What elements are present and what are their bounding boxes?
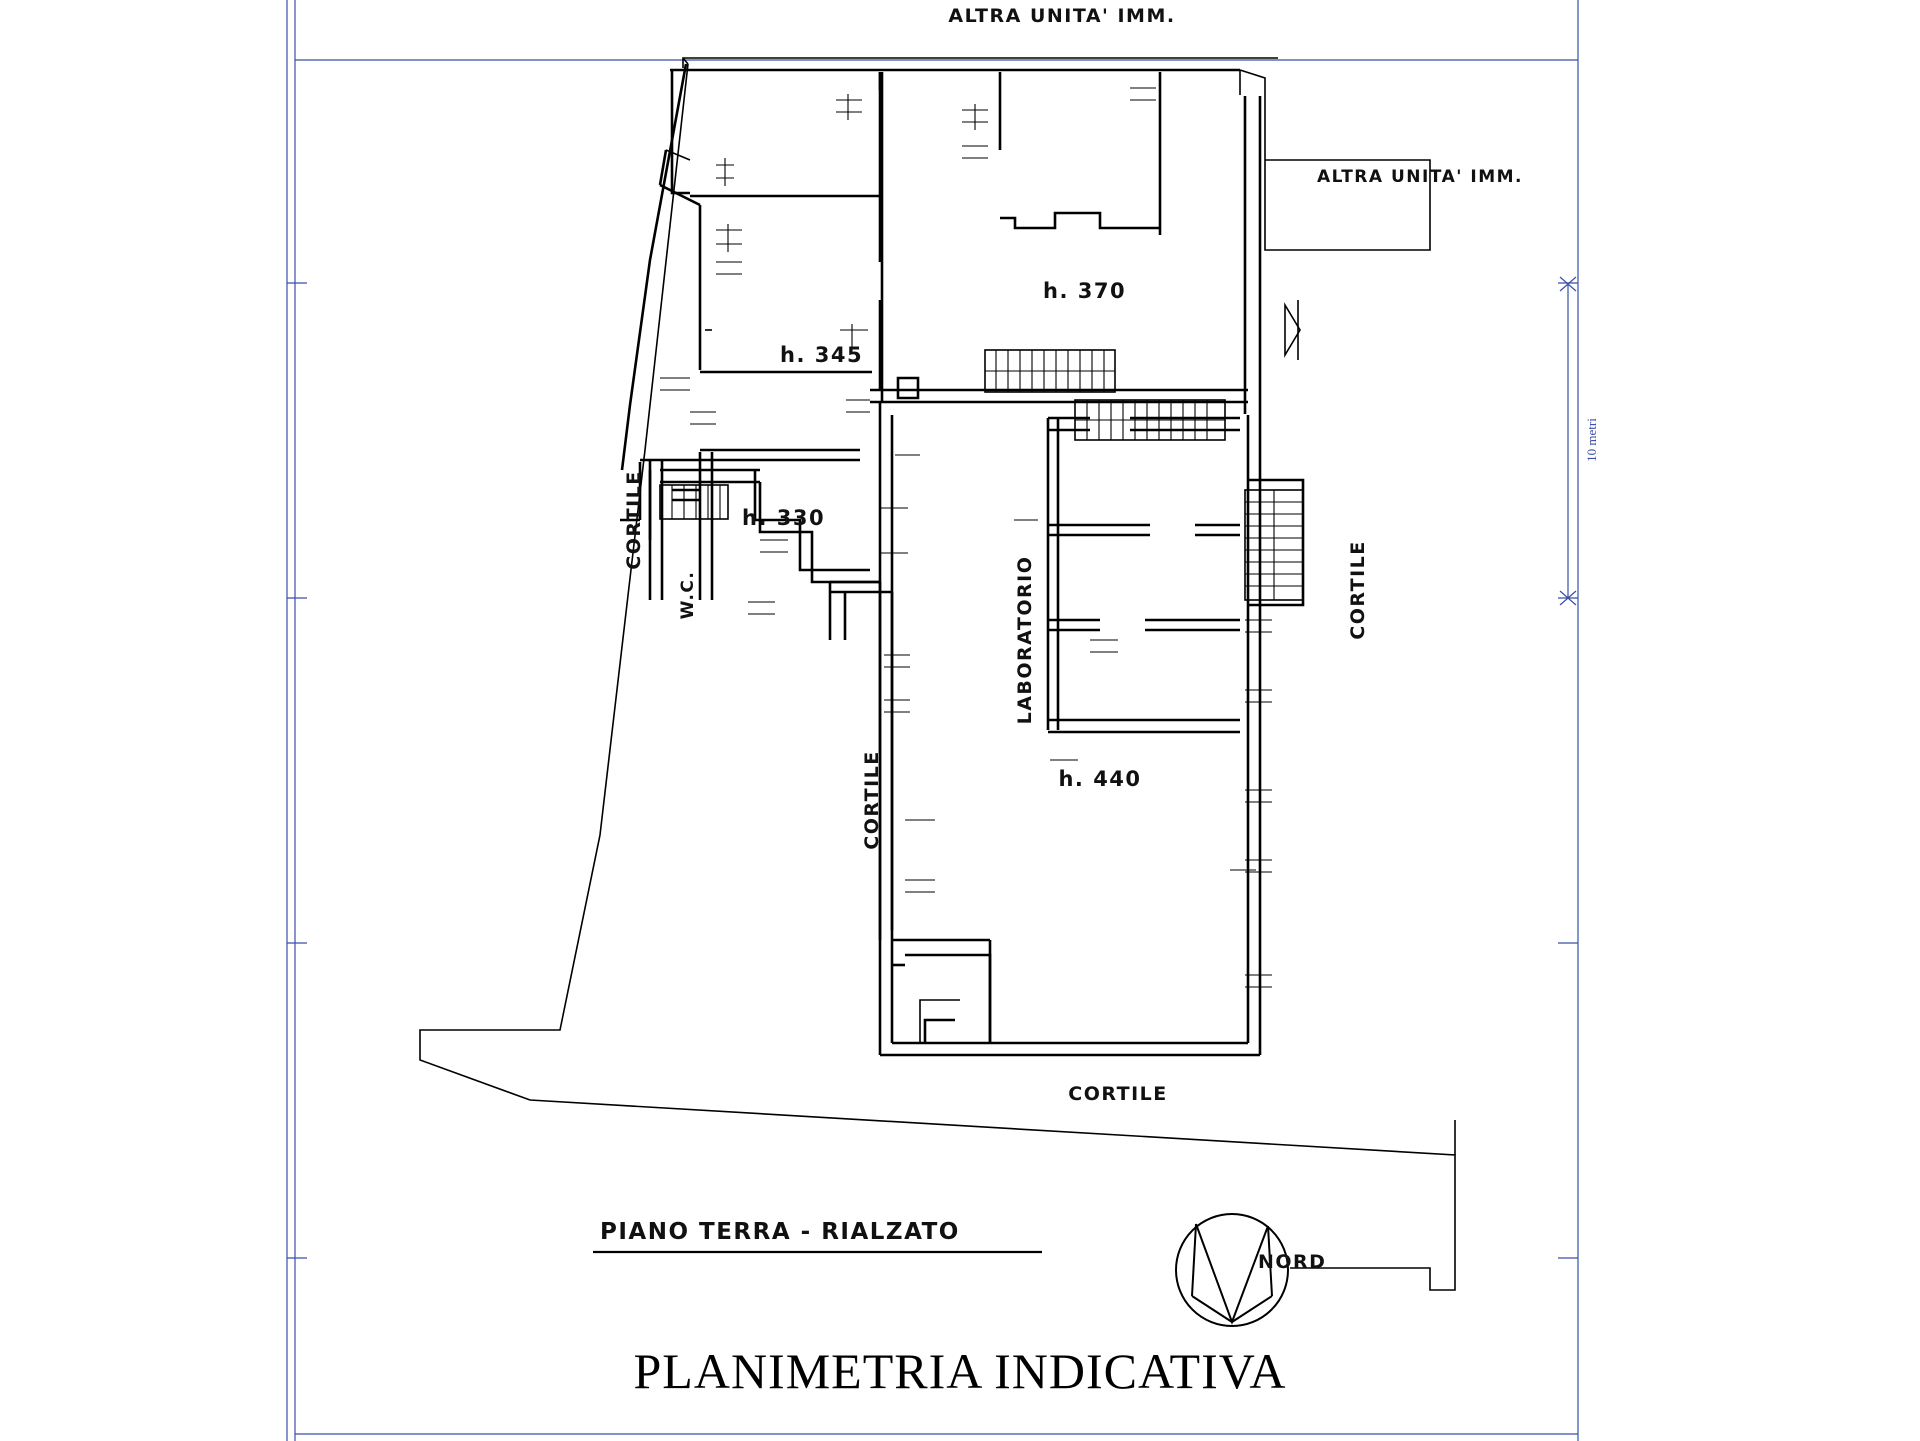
door-symbol (1285, 300, 1300, 360)
scale-label: 10 metri (1584, 418, 1599, 462)
staircase-right (1245, 480, 1303, 605)
compass-label: NORD (1258, 1251, 1327, 1273)
center-column (898, 378, 918, 398)
scale-bar (1560, 277, 1576, 605)
label-h345: h. 345 (780, 343, 864, 367)
page-title: PLANIMETRIA INDICATIVA (633, 1343, 1287, 1399)
label-h370: h. 370 (1043, 279, 1127, 303)
label-cortile-right: CORTILE (1347, 540, 1369, 640)
plan-caption: PIANO TERRA - RIALZATO (600, 1219, 960, 1245)
label-wc: W.C. (678, 570, 698, 620)
label-altra-unita-top: ALTRA UNITA' IMM. (948, 5, 1176, 27)
label-h330: h. 330 (742, 506, 826, 530)
label-laboratorio: LABORATORIO (1014, 555, 1036, 725)
label-cortile-bottom: CORTILE (1068, 1083, 1168, 1105)
label-h440: h. 440 (1058, 767, 1142, 791)
lot-boundary (420, 58, 1455, 1290)
staircase-lower (1075, 400, 1225, 440)
label-cortile-mid: CORTILE (861, 750, 883, 850)
label-altra-unita-right: ALTRA UNITA' IMM. (1317, 167, 1523, 187)
label-cortile-left: CORTILE (623, 470, 645, 570)
staircase-upper (985, 350, 1115, 392)
wall-openings (660, 88, 1272, 1055)
